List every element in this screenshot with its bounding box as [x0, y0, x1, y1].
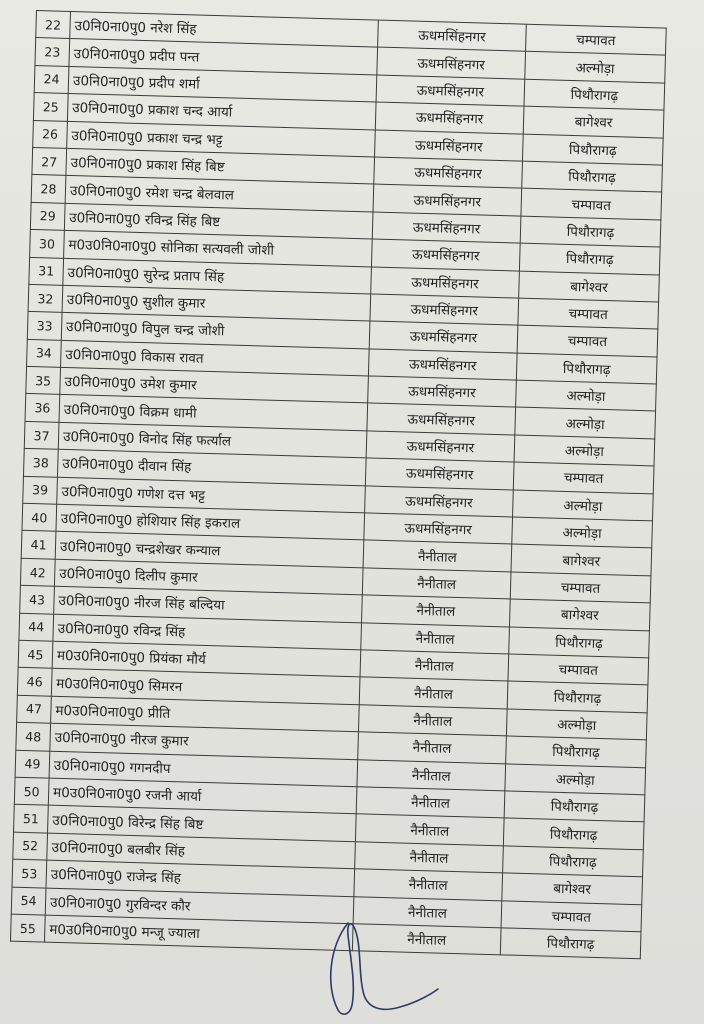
current-district-cell: ऊधमसिंहनगर: [369, 321, 518, 353]
serial-number-cell: 52: [13, 832, 48, 860]
new-posting-cell: अल्मोड़ा: [513, 490, 654, 521]
officer-name-cell: उ0नि0ना0पु0 राजेन्द्र सिंह: [46, 860, 355, 896]
current-district-cell: ऊधमसिंहनगर: [377, 47, 526, 79]
new-posting-cell: पिथौरागढ़: [519, 243, 660, 274]
serial-number-cell: 25: [33, 93, 68, 121]
current-district-cell: ऊधमसिंहनगर: [367, 403, 516, 435]
new-posting-cell: चम्पावत: [526, 24, 667, 55]
officer-name-cell: उ0नि0ना0पु0 होशियार सिंह इकराल: [56, 504, 365, 540]
new-posting-cell: अल्मोड़ा: [516, 380, 657, 411]
officer-name-cell: उ0नि0ना0पु0 प्रदीप शर्मा: [68, 66, 377, 102]
officer-name-cell: उ0नि0ना0पु0 रविन्द्र सिंह बिष्ट: [64, 203, 373, 239]
serial-number-cell: 43: [20, 585, 55, 613]
new-posting-cell: बागेश्वर: [509, 599, 650, 630]
new-posting-cell: बागेश्वर: [523, 106, 664, 137]
current-district-cell: नैनीताल: [363, 540, 512, 572]
officer-name-cell: उ0नि0ना0पु0 प्रकाश चन्द आर्या: [67, 94, 376, 130]
serial-number-cell: 55: [10, 914, 45, 942]
new-posting-cell: पिथौरागढ़: [524, 79, 665, 110]
officer-name-cell: उ0नि0ना0पु0 सुशील कुमार: [62, 285, 371, 321]
officer-name-cell: उ0नि0ना0पु0 नरेश सिंह: [70, 11, 379, 47]
current-district-cell: नैनीताल: [361, 622, 510, 654]
serial-number-cell: 41: [21, 531, 56, 559]
serial-number-cell: 42: [20, 558, 55, 586]
serial-number-cell: 45: [18, 640, 53, 668]
new-posting-cell: पिथौरागढ़: [522, 161, 663, 192]
officer-name-cell: उ0नि0ना0पु0 सुरेन्द्र प्रताप सिंह: [63, 258, 372, 294]
new-posting-cell: चम्पावत: [518, 298, 659, 329]
signature: [320, 915, 440, 1024]
officer-name-cell: म0उ0नि0ना0पु0 रजनी आर्या: [48, 778, 357, 814]
current-district-cell: नैनीताल: [360, 650, 509, 682]
officer-name-cell: म0उ0नि0ना0पु0 सिमरन: [51, 669, 360, 705]
officer-name-cell: उ0नि0ना0पु0 दिलीप कुमार: [54, 559, 363, 595]
new-posting-cell: पिथौरागढ़: [503, 846, 644, 877]
current-district-cell: ऊधमसिंहनगर: [365, 458, 514, 490]
serial-number-cell: 32: [28, 284, 63, 312]
current-district-cell: नैनीताल: [355, 814, 504, 846]
new-posting-cell: चम्पावत: [517, 325, 658, 356]
officer-name-cell: उ0नि0ना0पु0 प्रदीप पन्त: [69, 39, 378, 75]
current-district-cell: नैनीताल: [362, 595, 511, 627]
current-district-cell: नैनीताल: [357, 759, 506, 791]
serial-number-cell: 47: [17, 695, 52, 723]
serial-number-cell: 36: [25, 394, 60, 422]
new-posting-cell: पिथौरागढ़: [520, 216, 661, 247]
officer-name-cell: उ0नि0ना0पु0 विनोद सिंह फर्त्याल: [58, 422, 367, 458]
new-posting-cell: अल्मोड़ा: [506, 709, 647, 740]
new-posting-cell: अल्मोड़ा: [525, 52, 666, 83]
current-district-cell: ऊधमसिंहनगर: [370, 294, 519, 326]
current-district-cell: ऊधमसिंहनगर: [366, 431, 515, 463]
serial-number-cell: 53: [12, 859, 47, 887]
serial-number-cell: 27: [32, 147, 67, 175]
officer-name-cell: म0उ0नि0ना0पु0 प्रियंका मौर्य: [52, 641, 361, 677]
current-district-cell: ऊधमसिंहनगर: [364, 513, 513, 545]
current-district-cell: ऊधमसिंहनगर: [371, 239, 520, 271]
serial-number-cell: 23: [35, 38, 70, 66]
current-district-cell: नैनीताल: [353, 896, 502, 928]
current-district-cell: नैनीताल: [354, 869, 503, 901]
officer-name-cell: उ0नि0ना0पु0 नीरज कुमार: [50, 723, 359, 759]
officer-name-cell: उ0नि0ना0पु0 रमेश चन्द्र बेलवाल: [65, 176, 374, 212]
current-district-cell: नैनीताल: [362, 568, 511, 600]
officer-name-cell: उ0नि0ना0पु0 विकास रावत: [61, 340, 370, 376]
current-district-cell: ऊधमसिंहनगर: [378, 20, 527, 52]
officer-name-cell: उ0नि0ना0पु0 गगनदीप: [49, 751, 358, 787]
officer-name-cell: म0उ0नि0ना0पु0 सोनिका सत्यवली जोशी: [64, 231, 373, 267]
current-district-cell: नैनीताल: [355, 841, 504, 873]
transfer-list-table: [10, 10, 667, 960]
new-posting-cell: बागेश्वर: [511, 544, 652, 575]
current-district-cell: ऊधमसिंहनगर: [373, 184, 522, 216]
current-district-cell: ऊधमसिंहनगर: [368, 376, 517, 408]
new-posting-cell: चम्पावत: [521, 188, 662, 219]
officer-name-cell: उ0नि0ना0पु0 विक्रम धामी: [59, 395, 368, 431]
serial-number-cell: 33: [27, 312, 62, 340]
serial-number-cell: 28: [31, 175, 66, 203]
current-district-cell: नैनीताल: [356, 787, 505, 819]
serial-number-cell: 51: [14, 805, 49, 833]
officer-name-cell: उ0नि0ना0पु0 विपुल चन्द्र जोशी: [61, 313, 370, 349]
current-district-cell: ऊधमसिंहनगर: [376, 75, 525, 107]
current-district-cell: ऊधमसिंहनगर: [372, 212, 521, 244]
current-district-cell: ऊधमसिंहनगर: [374, 157, 523, 189]
officer-name-cell: उ0नि0ना0पु0 गुरविन्दर कौर: [45, 888, 354, 924]
new-posting-cell: बागेश्वर: [502, 873, 643, 904]
serial-number-cell: 54: [11, 887, 46, 915]
table-body: [10, 11, 666, 960]
new-posting-cell: पिथौरागढ़: [506, 736, 647, 767]
serial-number-cell: 38: [23, 449, 58, 477]
serial-number-cell: 49: [15, 750, 50, 778]
new-posting-cell: चम्पावत: [510, 572, 651, 603]
serial-number-cell: 39: [23, 476, 58, 504]
current-district-cell: ऊधमसिंहनगर: [368, 349, 517, 381]
serial-number-cell: 24: [34, 65, 69, 93]
officer-name-cell: म0उ0नि0ना0पु0 प्रीति: [51, 696, 360, 732]
new-posting-cell: पिथौरागढ़: [504, 791, 645, 822]
new-posting-cell: चम्पावत: [513, 462, 654, 493]
serial-number-cell: 29: [30, 202, 65, 230]
current-district-cell: ऊधमसिंहनगर: [375, 130, 524, 162]
new-posting-cell: पिथौरागढ़: [503, 818, 644, 849]
officer-name-cell: उ0नि0ना0पु0 दीवान सिंह: [57, 450, 366, 486]
new-posting-cell: चम्पावत: [508, 654, 649, 685]
new-posting-cell: पिथौरागढ़: [507, 681, 648, 712]
current-district-cell: ऊधमसिंहनगर: [365, 486, 514, 518]
new-posting-cell: अल्मोड़ा: [512, 517, 653, 548]
officer-name-cell: उ0नि0ना0पु0 उमेश कुमार: [60, 367, 369, 403]
serial-number-cell: 34: [27, 339, 62, 367]
new-posting-cell: चम्पावत: [501, 900, 642, 931]
serial-number-cell: 26: [33, 120, 68, 148]
new-posting-cell: अल्मोड़ा: [505, 763, 646, 794]
new-posting-cell: पिथौरागढ़: [500, 928, 641, 959]
officer-name-cell: उ0नि0ना0पु0 प्रकाश सिंह बिष्ट: [66, 148, 375, 184]
new-posting-cell: पिथौरागढ़: [509, 627, 650, 658]
officer-name-cell: उ0नि0ना0पु0 रविन्द्र सिंह: [53, 614, 362, 650]
serial-number-cell: 35: [26, 366, 61, 394]
serial-number-cell: 46: [17, 668, 52, 696]
officer-name-cell: उ0नि0ना0पु0 प्रकाश चन्द्र भट्ट: [67, 121, 376, 157]
new-posting-cell: पिथौरागढ़: [516, 353, 657, 384]
officer-name-cell: उ0नि0ना0पु0 विरेन्द्र सिंह बिष्ट: [48, 805, 357, 841]
officer-name-cell: उ0नि0ना0पु0 चन्द्रशेखर कन्याल: [55, 532, 364, 568]
new-posting-cell: अल्मोड़ा: [514, 435, 655, 466]
serial-number-cell: 22: [36, 11, 71, 39]
current-district-cell: ऊधमसिंहनगर: [371, 266, 520, 298]
new-posting-cell: बागेश्वर: [519, 271, 660, 302]
serial-number-cell: 44: [19, 613, 54, 641]
officer-name-cell: उ0नि0ना0पु0 गणेश दत्त भट्ट: [57, 477, 366, 513]
officer-name-cell: उ0नि0ना0पु0 नीरज सिंह बल्दिया: [54, 586, 363, 622]
transfer-list-sheet: [10, 10, 666, 960]
serial-number-cell: 37: [24, 421, 59, 449]
serial-number-cell: 31: [29, 257, 64, 285]
new-posting-cell: पिथौरागढ़: [522, 134, 663, 165]
officer-name-cell: उ0नि0ना0पु0 बलबीर सिंह: [47, 833, 356, 869]
officer-name-cell: म0उ0नि0ना0पु0 मन्जू ज्याला: [44, 915, 353, 951]
serial-number-cell: 50: [14, 777, 49, 805]
current-district-cell: नैनीताल: [352, 924, 501, 956]
serial-number-cell: 48: [16, 722, 51, 750]
serial-number-cell: 30: [30, 230, 65, 258]
current-district-cell: नैनीताल: [358, 705, 507, 737]
new-posting-cell: अल्मोड़ा: [515, 408, 656, 439]
current-district-cell: नैनीताल: [358, 732, 507, 764]
serial-number-cell: 40: [22, 503, 57, 531]
current-district-cell: नैनीताल: [359, 677, 508, 709]
current-district-cell: ऊधमसिंहनगर: [375, 102, 524, 134]
